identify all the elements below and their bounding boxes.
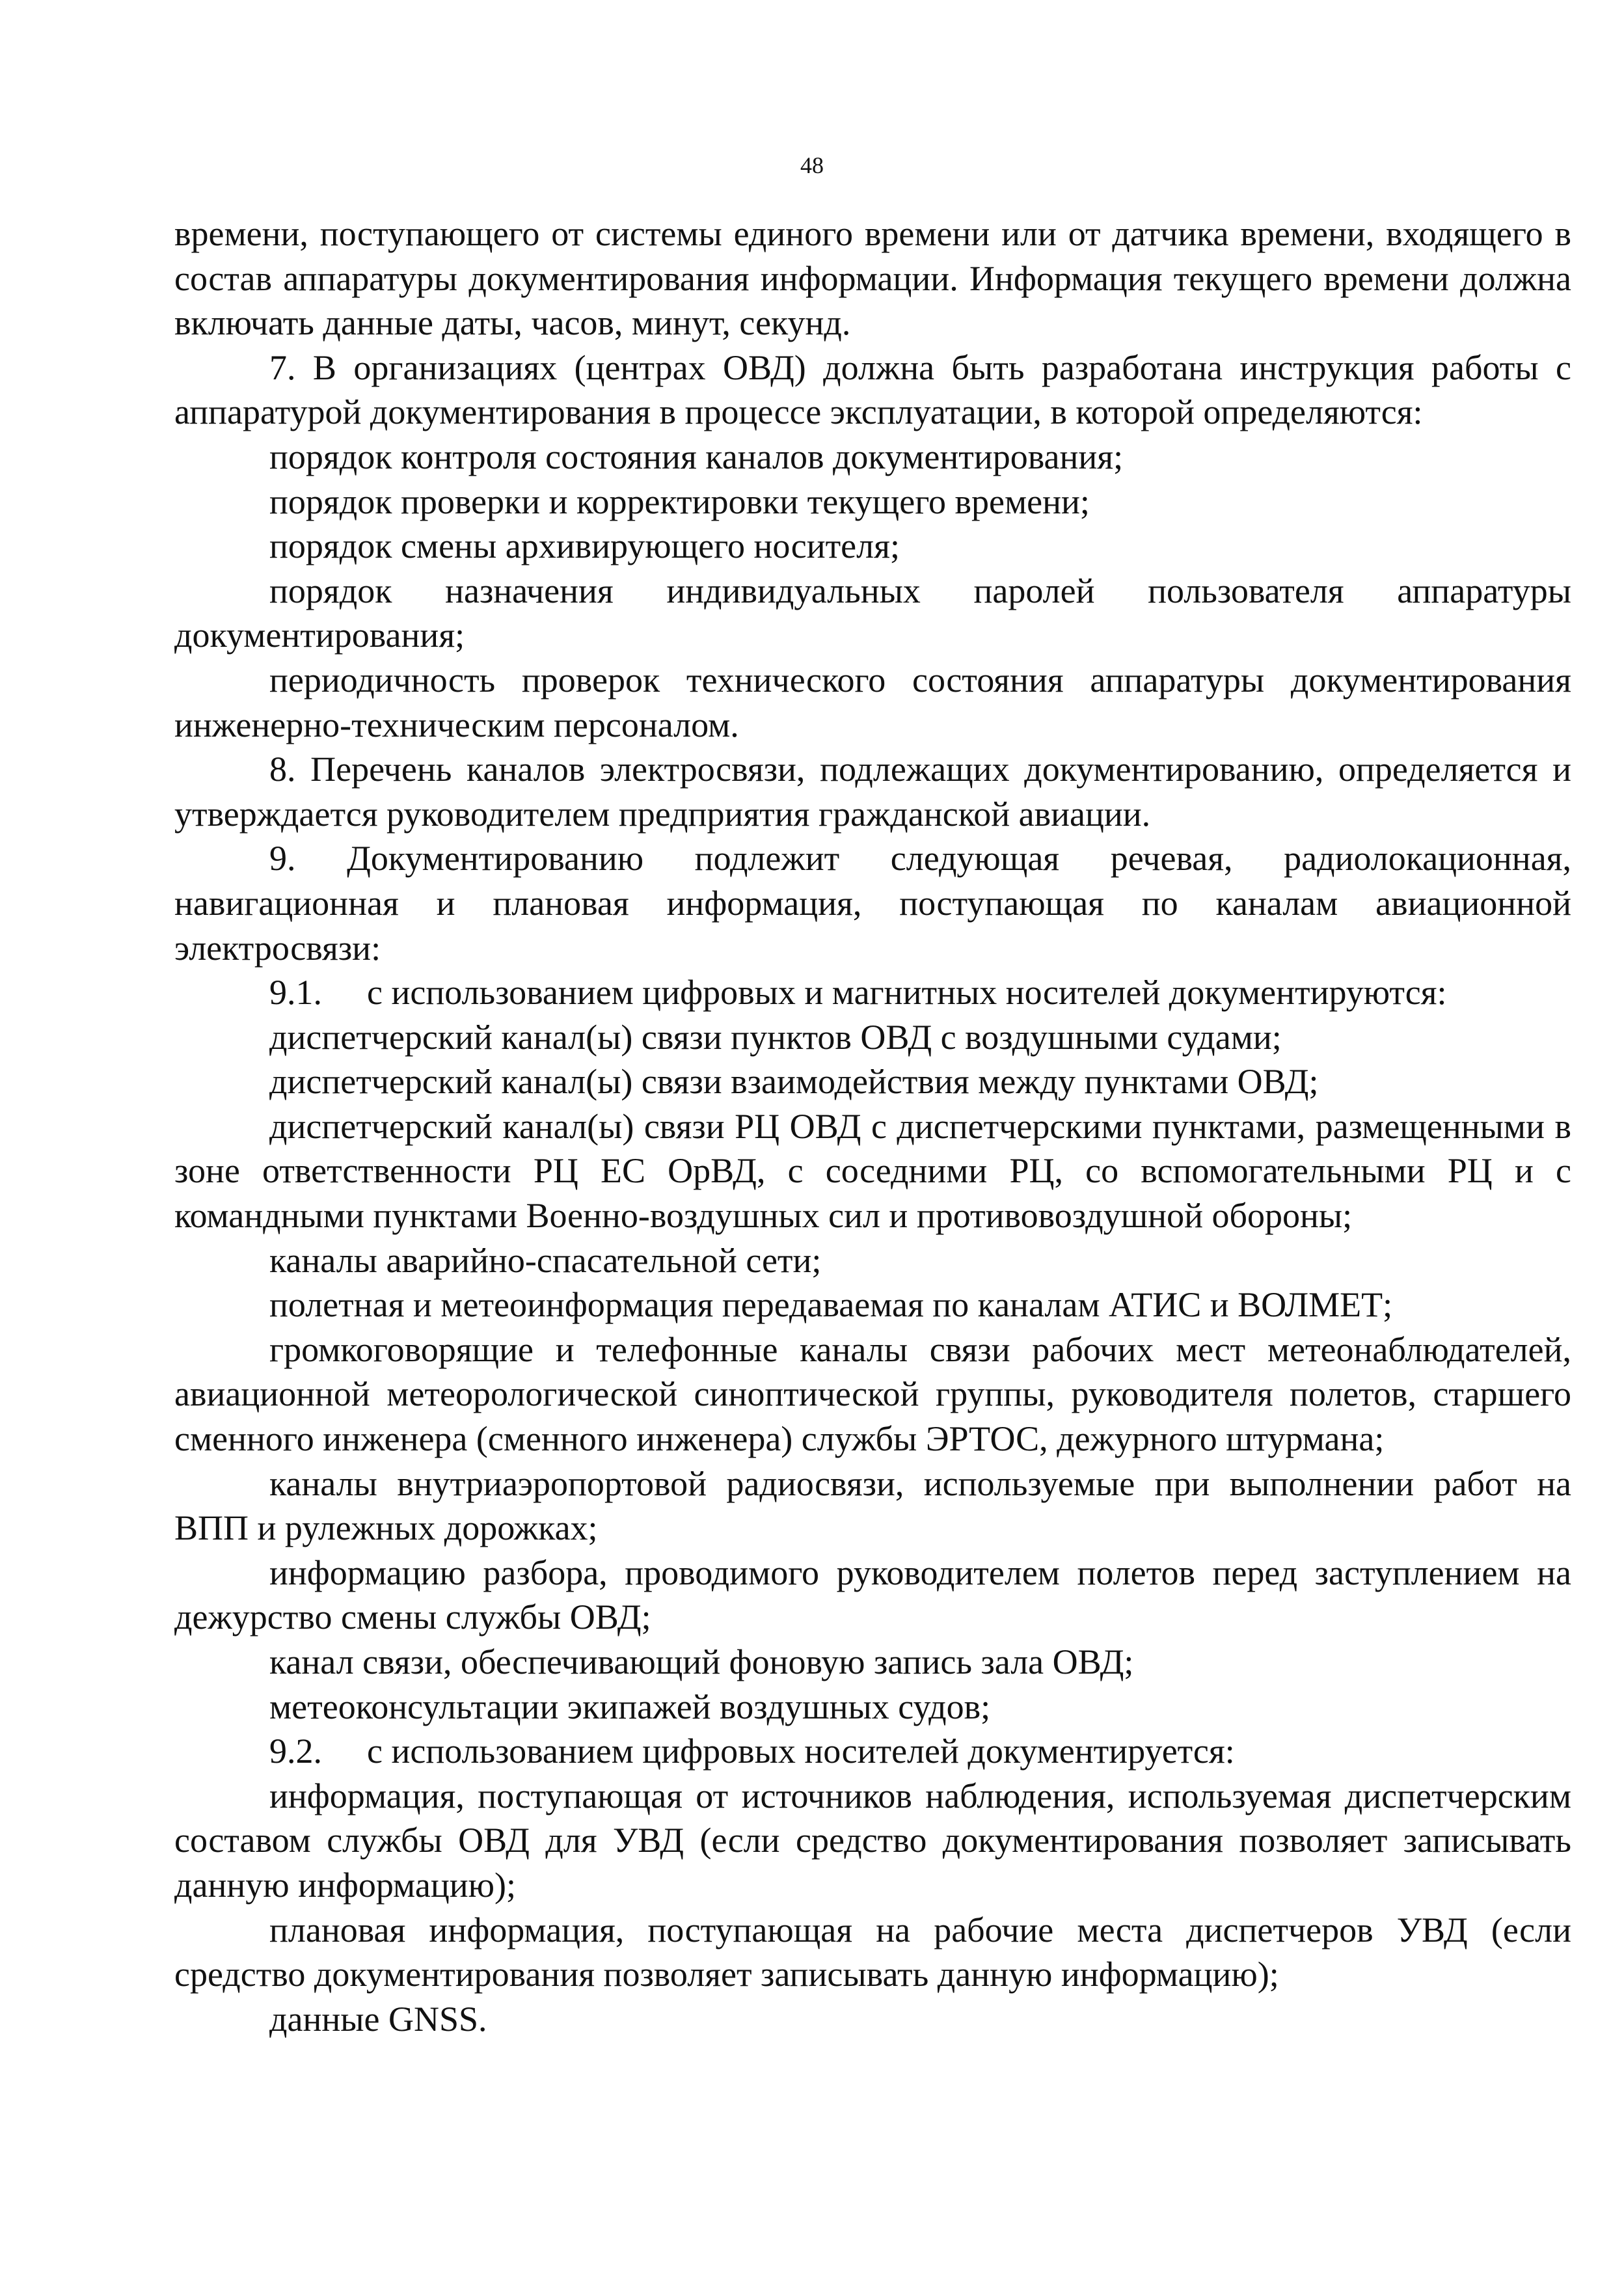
subsection-label: 9.2. bbox=[269, 1732, 322, 1771]
list-item: полетная и метеоинформация передаваемая по каналам АТИС и ВОЛМЕТ; bbox=[269, 1285, 1393, 1325]
list-item: порядок контроля состояния каналов документирования; bbox=[269, 437, 1124, 476]
list-item: порядок назначения индивидуальных паролей пользователя аппаратуры документирования; bbox=[174, 571, 1571, 655]
list-item: периодичность проверок технического состояния аппаратуры документирования инженерно-техническим персоналом. bbox=[174, 660, 1571, 744]
subsection-9-2 bbox=[174, 1729, 1571, 1774]
list-item: диспетчерский канал(ы) связи пунктов ОВД с воздушными судами; bbox=[269, 1017, 1282, 1057]
list-item: порядок смены архивирующего носителя; bbox=[269, 526, 900, 566]
paragraph-continuation: времени, поступающего от системы единого времени или от датчика времени, входящего в состав аппаратуры документирования информации. Информация текущего времени должна включать данные даты, часов, минут, секунд. bbox=[174, 214, 1571, 343]
list-item: метеоконсультации экипажей воздушных судов; bbox=[269, 1687, 991, 1726]
subsection-label: 9.1. bbox=[269, 973, 322, 1012]
list-item: каналы аварийно-спасательной сети; bbox=[269, 1240, 822, 1280]
page-number: 48 bbox=[800, 152, 824, 178]
list-item: плановая информация, поступающая на рабочие места диспетчеров УВД (если средство документирования позволяет записывать данную информацию); bbox=[174, 1910, 1571, 1994]
paragraph-item-7: 7. В организациях (центрах ОВД) должна быть разработана инструкция работы с аппаратурой документирования в процессе эксплуатации, в которой определяются: bbox=[174, 347, 1571, 432]
list-item: каналы внутриаэропортовой радиосвязи, используемые при выполнении работ на ВПП и рулежных дорожках; bbox=[174, 1463, 1571, 1548]
list-item: данные GNSS. bbox=[269, 1999, 487, 2039]
subsection-text: с использованием цифровых носителей документируется: bbox=[367, 1732, 1235, 1771]
document-body bbox=[174, 211, 1571, 2041]
list-item: канал связи, обеспечивающий фоновую запись зала ОВД; bbox=[269, 1642, 1134, 1681]
list-item: диспетчерский канал(ы) связи РЦ ОВД с диспетчерскими пунктами, размещенными в зоне ответственности РЦ ЕС ОрВД, с соседними РЦ, со вспомогательными РЦ и с командными пунктами Военно-воздушных сил и противовоздушной обороны; bbox=[174, 1106, 1571, 1236]
list-item: информация, поступающая от источников наблюдения, используемая диспетчерским составом службы ОВД для УВД (если средство документирования позволяет записывать данную информацию); bbox=[174, 1776, 1571, 1905]
list-item: диспетчерский канал(ы) связи взаимодействия между пунктами ОВД; bbox=[269, 1062, 1319, 1102]
list-item: громкоговорящие и телефонные каналы связи рабочих мест метеонаблюдателей, авиационной метеорологической синоптической группы, руководителя полетов, старшего сменного инженера (сменного инженера) службы ЭРТОС, дежурного штурмана; bbox=[174, 1329, 1571, 1459]
subsection-9-1 bbox=[174, 970, 1571, 1015]
list-item: порядок проверки и корректировки текущего времени; bbox=[269, 482, 1090, 521]
paragraph-item-8: 8. Перечень каналов электросвязи, подлежащих документированию, определяется и утверждается руководителем предприятия гражданской авиации. bbox=[174, 750, 1571, 834]
paragraph-item-9: 9. Документированию подлежит следующая речевая, радиолокационная, навигационная и плановая информация, поступающая по каналам авиационной электросвязи: bbox=[174, 839, 1571, 968]
list-item: информацию разбора, проводимого руководителем полетов перед заступлением на дежурство смены службы ОВД; bbox=[174, 1553, 1571, 1637]
subsection-text: с использованием цифровых и магнитных носителей документируются: bbox=[367, 973, 1447, 1012]
